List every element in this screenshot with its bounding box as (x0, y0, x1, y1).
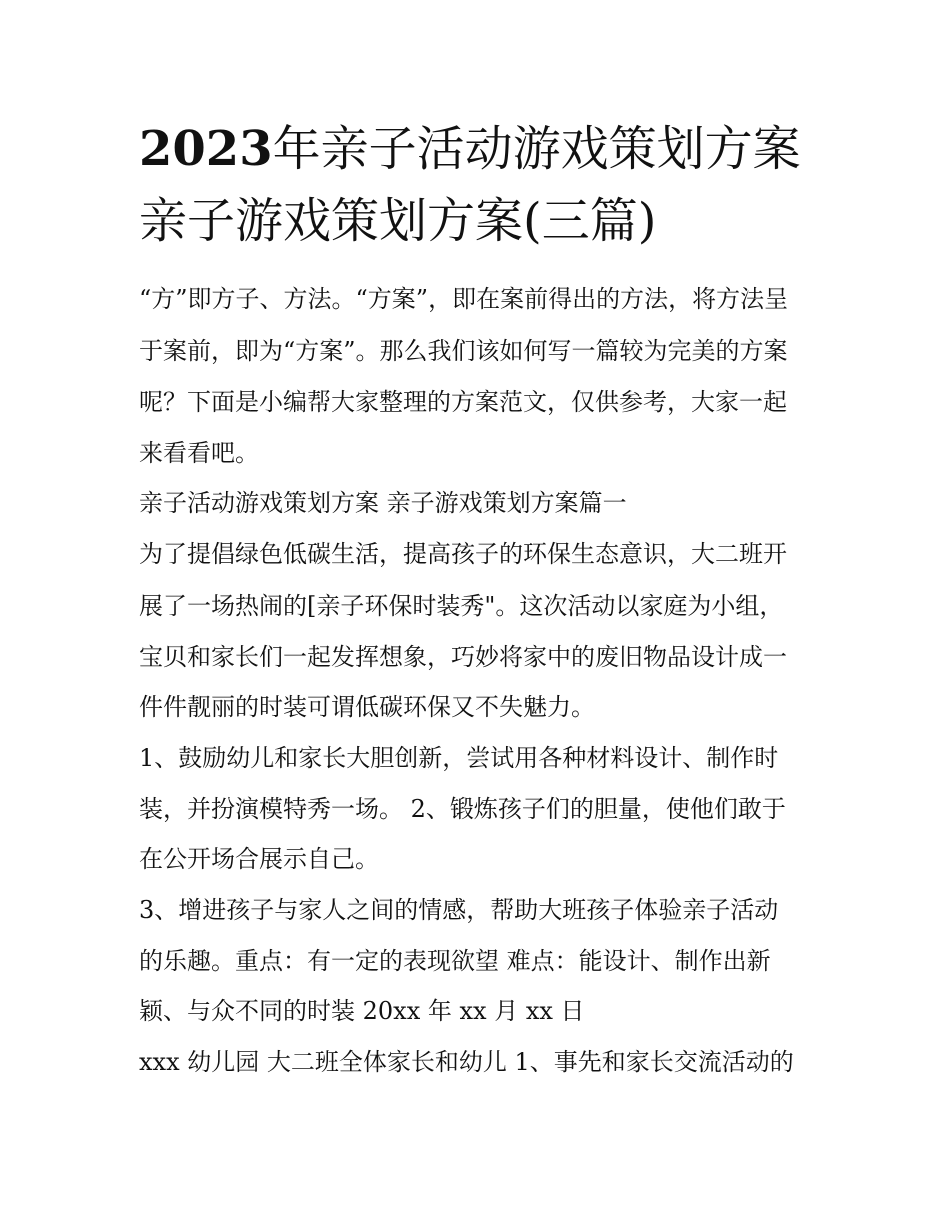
section-heading: 亲子活动游戏策划方案 亲子游戏策划方案篇一 (139, 489, 627, 517)
body-line-1: “方”即方子、方法。“方案”，即在案前得出的方法，将方法呈 (139, 285, 789, 313)
body-line-3: 呢？下面是小编帮大家整理的方案范文，仅供参考，大家一起 (139, 388, 787, 416)
document-title-line-2: 亲子游戏策划方案(三篇) (139, 193, 657, 249)
body-line-2: 于案前，即为“方案”。那么我们该如何写一篇较为完美的方案 (139, 337, 788, 365)
body-line-12: 在公开场合展示自己。 (139, 845, 379, 873)
body-line-14: 的乐趣。重点：有一定的表现欲望 难点：能设计、制作出新 (139, 947, 771, 975)
document-title-line-1 (139, 120, 819, 178)
body-line-13: 3、增进孩子与家人之间的情感，帮助大班孩子体验亲子活动 (139, 896, 779, 924)
body-line-15: 颖、与众不同的时装 20xx 年 xx 月 xx 日 (139, 997, 585, 1025)
title-text: 年亲子活动游戏策划方案 (272, 121, 801, 177)
body-line-7: 展了一场热闹的[亲子环保时装秀"。这次活动以家庭为小组， (139, 592, 784, 620)
body-line-10: 1、鼓励幼儿和家长大胆创新，尝试用各种材料设计、制作时 (139, 744, 779, 772)
body-line-16: xxx 幼儿园 大二班全体家长和幼儿 1、事先和家长交流活动的 (139, 1048, 794, 1076)
body-line-6: 为了提倡绿色低碳生活，提高孩子的环保生态意识，大二班开 (139, 540, 787, 568)
title-year: 2023 (139, 121, 273, 177)
body-line-4: 来看看吧。 (139, 439, 259, 467)
body-line-11: 装，并扮演模特秀一场。 2、锻炼孩子们的胆量，使他们敢于 (139, 795, 786, 823)
body-line-8: 宝贝和家长们一起发挥想象，巧妙将家中的废旧物品设计成一 (139, 643, 787, 671)
body-line-9: 件件靓丽的时装可谓低碳环保又不失魅力。 (139, 693, 595, 721)
